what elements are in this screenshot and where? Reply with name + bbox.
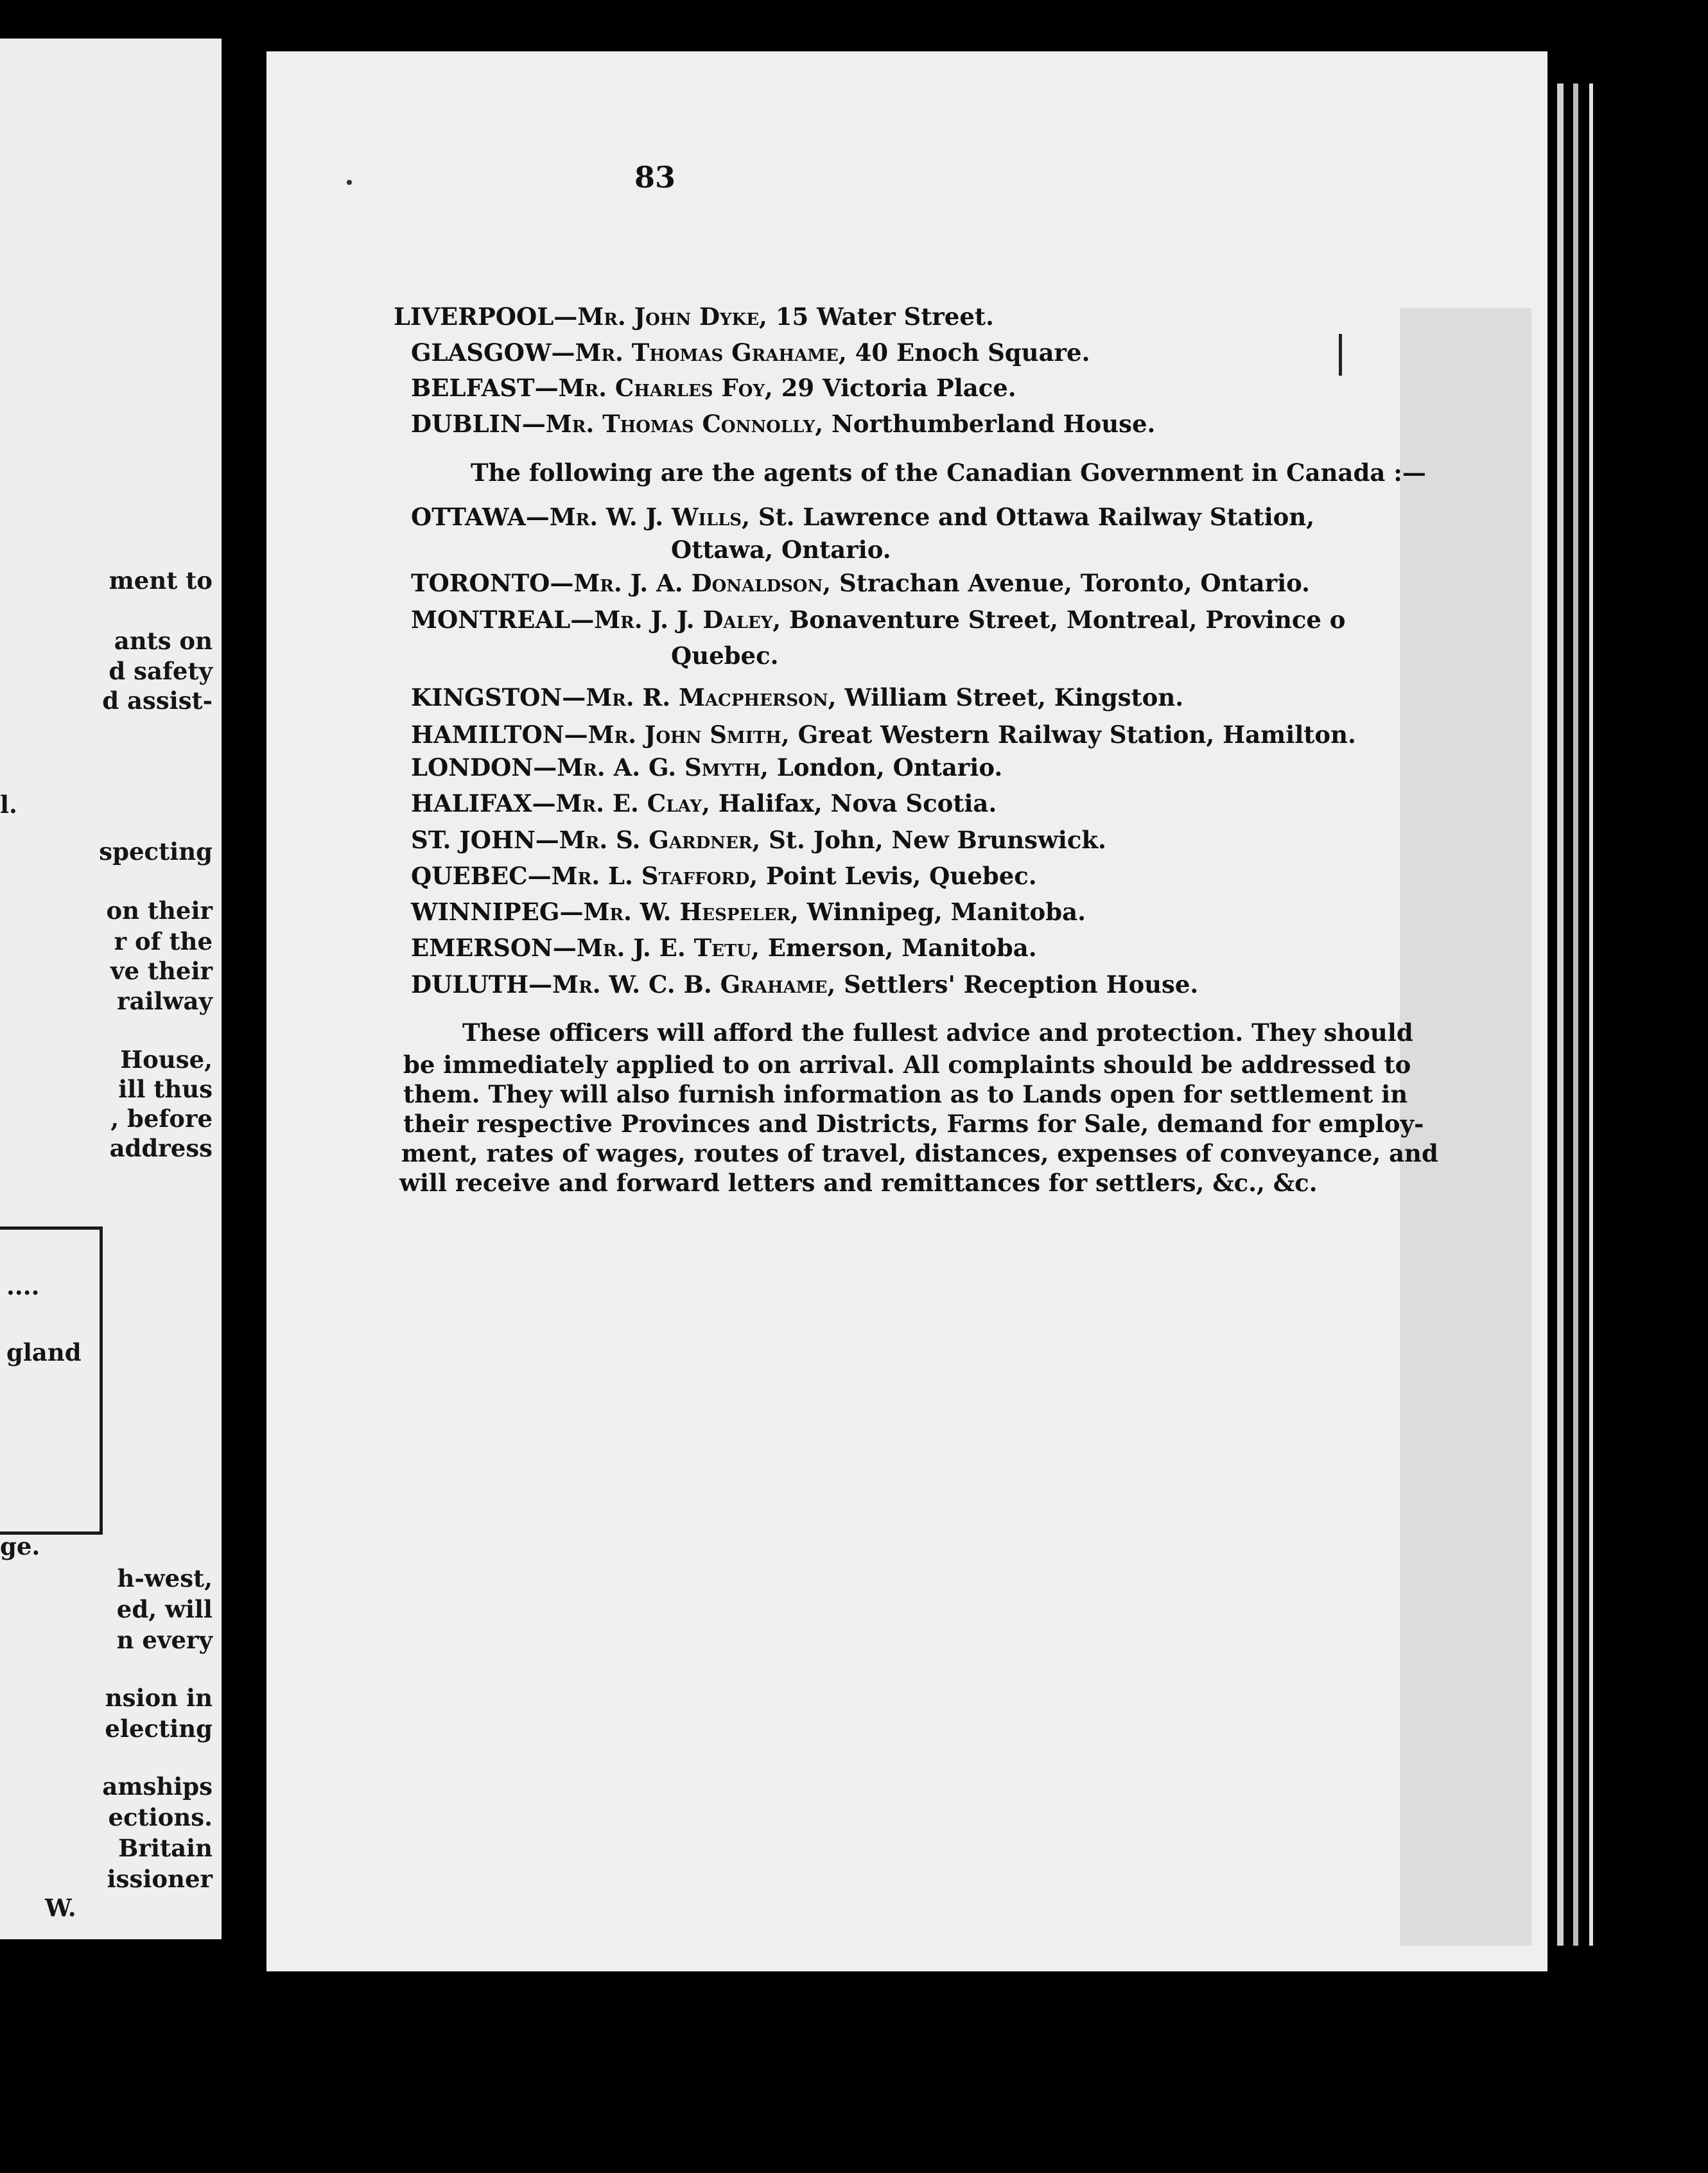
agent-address: St. John, New Brunswick.	[769, 826, 1106, 854]
agent-address: St. Lawrence and Ottawa Railway Station,	[758, 503, 1315, 531]
agent-address: 29 Victoria Place.	[781, 374, 1016, 402]
agent-entry-london: LONDON—Mr. A. G. Smyth, London, Ontario.	[411, 753, 1003, 781]
paragraph-line: them. They will also furnish information as to Lands open for settlement in	[403, 1080, 1408, 1108]
agent-city: DUBLIN	[411, 410, 522, 438]
agent-address: Great Western Railway Station, Hamilton.	[797, 720, 1356, 749]
agent-city: OTTAWA	[411, 503, 526, 531]
agent-address: Bonaventure Street, Montreal, Province o	[789, 606, 1346, 634]
agent-name: Mr. W. J. Wills	[549, 503, 742, 531]
paragraph-line: These officers will afford the fullest advice and protection. They should	[462, 1018, 1413, 1047]
agent-entry-belfast: BELFAST—Mr. Charles Foy, 29 Victoria Place.	[411, 374, 1016, 402]
left-page-fragment: d assist-	[102, 686, 213, 715]
agent-name: Mr. E. Clay	[555, 789, 702, 817]
agent-city: TORONTO	[411, 569, 550, 597]
agent-city: HAMILTON	[411, 720, 564, 749]
left-page-fragment: ge.	[0, 1532, 40, 1560]
left-page-fragment: specting	[99, 837, 213, 866]
left-page-fragment: h-west,	[117, 1564, 213, 1593]
agent-name: Mr. A. G. Smyth	[557, 753, 761, 781]
agent-address-continued: Ottawa, Ontario.	[671, 536, 891, 564]
agent-city: WINNIPEG	[411, 898, 560, 926]
agent-name: Mr. W. Hespeler	[583, 898, 790, 926]
agent-entry-duluth: DULUTH—Mr. W. C. B. Grahame, Settlers' Reception House.	[411, 970, 1199, 999]
agent-entry-quebec: QUEBEC—Mr. L. Stafford, Point Levis, Quebec.	[411, 862, 1037, 890]
agent-name: Mr. W. C. B. Grahame	[552, 970, 828, 999]
agent-name: Mr. Charles Foy	[558, 374, 765, 402]
left-page-fragment: ment to	[109, 566, 213, 595]
page-edge	[1589, 83, 1593, 1946]
agent-entry-toronto: TORONTO—Mr. J. A. Donaldson, Strachan Avenue, Toronto, Ontario.	[411, 569, 1311, 597]
left-page-fragment: r of the	[114, 927, 213, 956]
left-page-bordered-box	[0, 1226, 103, 1535]
page-number: 83	[634, 160, 675, 195]
left-page-fragment: House,	[120, 1045, 213, 1074]
paragraph-line: will receive and forward letters and remittances for settlers, &c., &c.	[399, 1169, 1318, 1197]
agent-entry-glasgow: GLASGOW—Mr. Thomas Grahame, 40 Enoch Square.	[411, 338, 1090, 367]
agent-city: HALIFAX	[411, 789, 532, 817]
left-page-fragment: electing	[105, 1715, 213, 1743]
left-page-fragment: gland	[6, 1338, 82, 1366]
left-page-fragment: amships	[102, 1772, 213, 1801]
agent-address: Settlers' Reception House.	[844, 970, 1199, 999]
agent-address: 15 Water Street.	[775, 302, 994, 331]
left-page-fragment: nsion in	[105, 1684, 213, 1712]
agent-city: LONDON	[411, 753, 534, 781]
agent-name: Mr. John Smith	[588, 720, 781, 749]
agent-entry-liverpool: LIVERPOOL—Mr. John Dyke, 15 Water Street.	[394, 302, 994, 331]
agent-entry-dublin: DUBLIN—Mr. Thomas Connolly, Northumberland House.	[411, 410, 1156, 438]
agent-entry-kingston: KINGSTON—Mr. R. Macpherson, William Street, Kingston.	[411, 683, 1184, 711]
left-facing-page	[0, 39, 222, 1939]
agent-city: BELFAST	[411, 374, 535, 402]
agent-name: Mr. L. Stafford	[551, 862, 750, 890]
agent-city: QUEBEC	[411, 862, 528, 890]
left-page-fragment: ections.	[108, 1803, 213, 1831]
left-page-fragment: issioner	[107, 1865, 213, 1893]
agent-address-continued: Quebec.	[671, 641, 779, 670]
agent-city: ST. JOHN	[411, 826, 536, 854]
agent-address: London, Ontario.	[776, 753, 1003, 781]
agent-address: Emerson, Manitoba.	[767, 934, 1037, 962]
margin-mark	[1339, 334, 1342, 376]
agent-name: Mr. J. J. Daley	[594, 606, 773, 634]
agent-entry-montreal: MONTREAL—Mr. J. J. Daley, Bonaventure Street, Montreal, Province o	[411, 606, 1346, 634]
page-edge	[1573, 83, 1578, 1946]
left-page-fragment: ed, will	[116, 1595, 213, 1623]
left-page-fragment: l.	[0, 790, 17, 819]
agent-entry-ottawa: OTTAWA—Mr. W. J. Wills, St. Lawrence and Ottawa Railway Station,	[411, 503, 1315, 531]
left-page-fragment: ....	[6, 1272, 40, 1300]
left-page-fragment: , before	[110, 1104, 213, 1133]
agent-name: Mr. J. E. Tetu	[576, 934, 751, 962]
agent-entry-st-john: ST. JOHN—Mr. S. Gardner, St. John, New Brunswick.	[411, 826, 1106, 854]
agent-name: Mr. S. Gardner	[559, 826, 753, 854]
agent-city: LIVERPOOL	[394, 302, 554, 331]
left-page-fragment: ve their	[110, 957, 213, 985]
agent-address: Point Levis, Quebec.	[766, 862, 1037, 890]
agent-entry-hamilton: HAMILTON—Mr. John Smith, Great Western Railway Station, Hamilton.	[411, 720, 1356, 749]
left-page-fragment: d safety	[109, 657, 213, 685]
left-page-fragment: W.	[45, 1894, 76, 1922]
agent-name: Mr. Thomas Connolly	[545, 410, 815, 438]
left-page-fragment: on their	[106, 896, 213, 925]
left-page-fragment: ill thus	[118, 1075, 213, 1103]
agent-name: Mr. R. Macpherson	[586, 683, 828, 711]
agent-address: 40 Enoch Square.	[855, 338, 1090, 367]
agent-name: Mr. John Dyke	[577, 302, 760, 331]
agent-name: Mr. Thomas Grahame	[575, 338, 839, 367]
left-page-fragment: railway	[117, 987, 213, 1015]
page-edge	[1557, 83, 1564, 1946]
paragraph-line: ment, rates of wages, routes of travel, distances, expenses of conveyance, and	[401, 1139, 1438, 1167]
agent-city: DULUTH	[411, 970, 529, 999]
agent-name: Mr. J. A. Donaldson	[573, 569, 823, 597]
agent-entry-winnipeg: WINNIPEG—Mr. W. Hespeler, Winnipeg, Manitoba.	[411, 898, 1086, 926]
left-page-fragment: n every	[116, 1626, 213, 1654]
canada-agents-intro: The following are the agents of the Canadian Government in Canada :—	[471, 458, 1426, 487]
paragraph-line: be immediately applied to on arrival. All complaints should be addressed to	[403, 1051, 1411, 1079]
agent-address: William Street, Kingston.	[844, 683, 1184, 711]
agent-city: GLASGOW	[411, 338, 552, 367]
agent-city: KINGSTON	[411, 683, 562, 711]
agent-city: MONTREAL	[411, 606, 571, 634]
paragraph-line: their respective Provinces and Districts, Farms for Sale, demand for employ-	[403, 1110, 1424, 1138]
agent-city: EMERSON	[411, 934, 553, 962]
agent-address: Halifax, Nova Scotia.	[718, 789, 997, 817]
agent-entry-emerson: EMERSON—Mr. J. E. Tetu, Emerson, Manitoba.	[411, 934, 1037, 962]
book-gutter	[222, 0, 266, 2173]
left-page-fragment: ants on	[114, 627, 213, 655]
left-page-fragment: Britain	[118, 1834, 213, 1862]
agent-entry-halifax: HALIFAX—Mr. E. Clay, Halifax, Nova Scotia.	[411, 789, 997, 817]
agent-address: Northumberland House.	[831, 410, 1156, 438]
agent-address: Winnipeg, Manitoba.	[806, 898, 1086, 926]
left-page-fragment: address	[109, 1134, 213, 1162]
agent-address: Strachan Avenue, Toronto, Ontario.	[839, 569, 1311, 597]
